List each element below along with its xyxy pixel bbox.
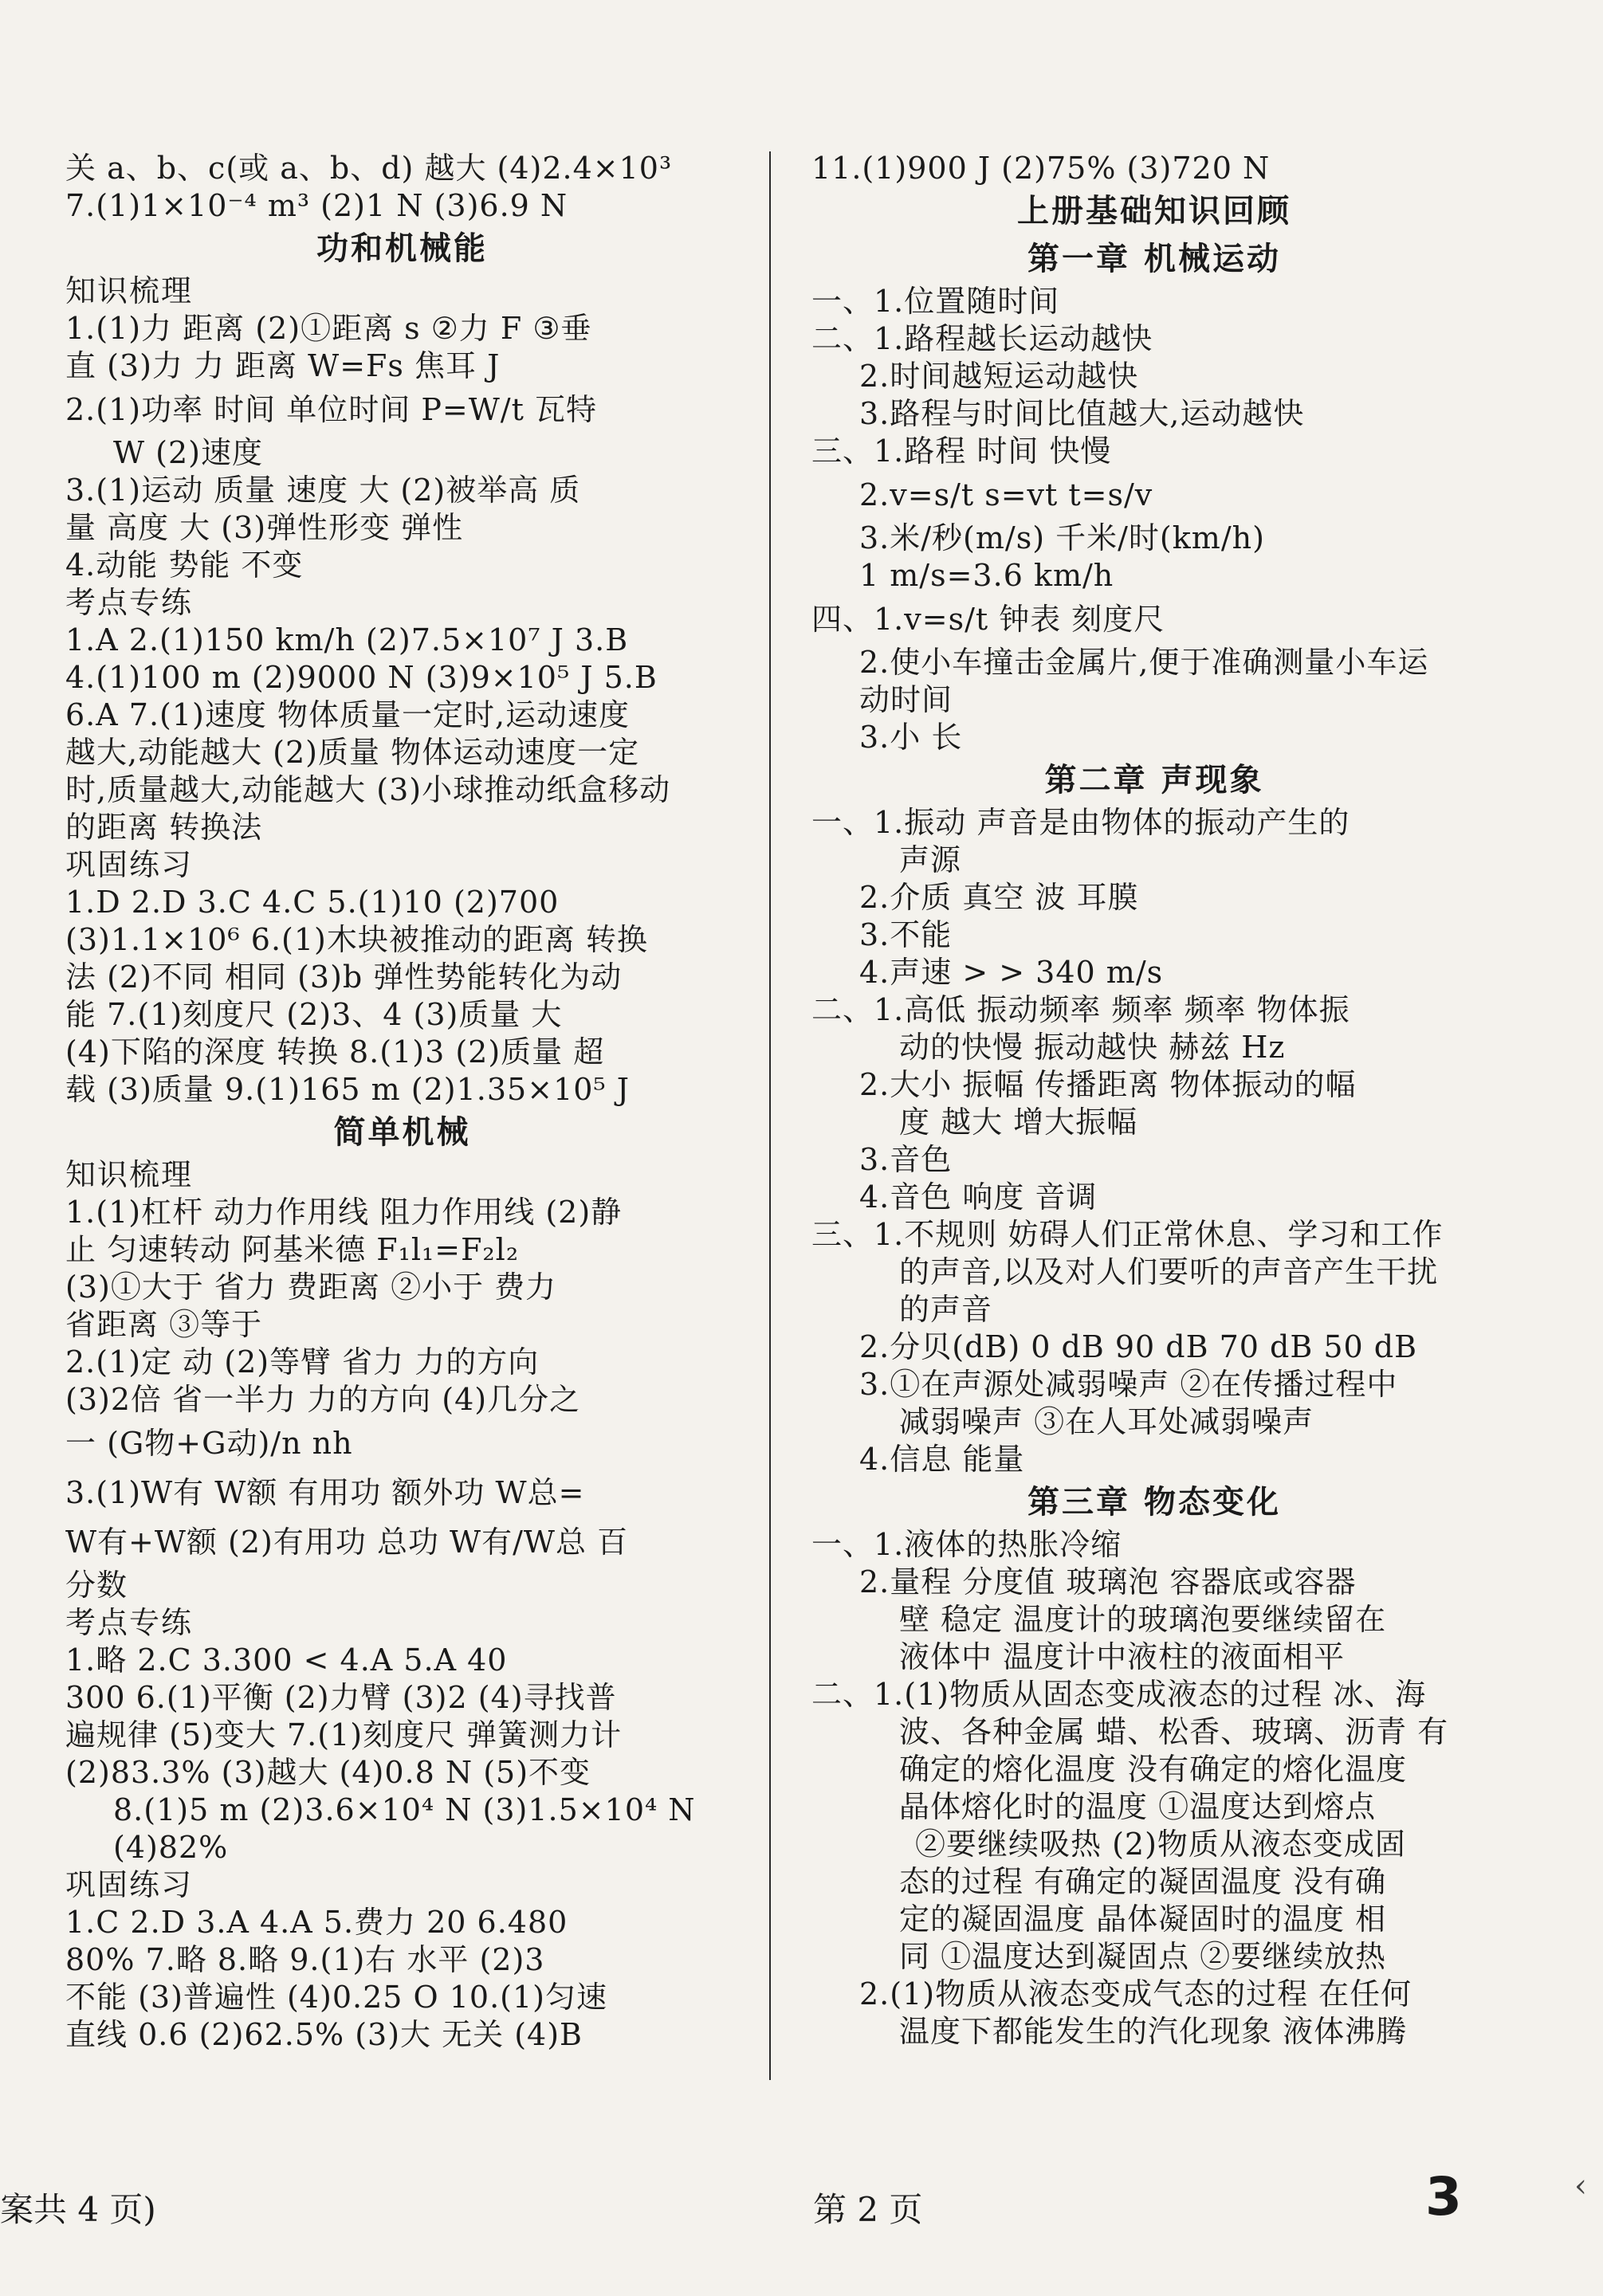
answer-line: 3.音色	[859, 1142, 953, 1177]
answer-line: 温度下都能发生的汽化现象 液体沸腾	[899, 2014, 1408, 2049]
answer-line: 1.A 2.(1)150 km/h (2)7.5×10⁷ J 3.B	[65, 622, 629, 657]
answer-line: 时,质量越大,动能越大 (3)小球推动纸盒移动	[65, 772, 671, 807]
answer-line: 一、1.液体的热胀冷缩	[811, 1527, 1122, 1562]
subsection-label: 考点专练	[65, 1605, 194, 1640]
answer-line: 7.(1)1×10⁻⁴ m³ (2)1 N (3)6.9 N	[65, 188, 568, 223]
answer-line: 止 匀速转动 阿基米德 F₁l₁=F₂l₂	[65, 1232, 520, 1267]
answer-line: 声源	[899, 842, 962, 877]
answer-line: 3.(1)W有 W额 有用功 额外功 W总=	[65, 1475, 585, 1510]
answer-line: 2.(1)功率 时间 单位时间 P=W/t 瓦特	[65, 392, 597, 427]
answer-line: 2.大小 振幅 传播距离 物体振动的幅	[859, 1067, 1357, 1102]
answer-line: 3.①在声源处减弱噪声 ②在传播过程中	[859, 1367, 1398, 1402]
section-heading: 上册基础知识回顾	[1017, 193, 1291, 230]
answer-line: 3.小 长	[859, 720, 963, 755]
footer-total-pages: 案共 4 页)	[0, 2190, 156, 2229]
answer-line: 8.(1)5 m (2)3.6×10⁴ N (3)1.5×10⁴ N	[113, 1792, 696, 1827]
answer-line: 4.(1)100 m (2)9000 N (3)9×10⁵ J 5.B	[65, 660, 658, 695]
column-divider	[769, 151, 771, 2080]
answer-line: 3.(1)运动 质量 速度 大 (2)被举高 质	[65, 473, 581, 508]
answer-line: 二、1.高低 振动频率 频率 频率 物体振	[811, 992, 1350, 1027]
answer-line: 壁 稳定 温度计的玻璃泡要继续留在	[899, 1602, 1387, 1637]
answer-line: 2.分贝(dB) 0 dB 90 dB 70 dB 50 dB	[859, 1329, 1418, 1364]
answer-line: 的距离 转换法	[65, 810, 263, 845]
answer-line: 量 高度 大 (3)弹性形变 弹性	[65, 510, 464, 545]
answer-line: 2.v=s/t s=vt t=s/v	[859, 477, 1153, 512]
answer-line: 能 7.(1)刻度尺 (2)3、4 (3)质量 大	[65, 997, 563, 1032]
footer-page-label: 第 2 页	[813, 2190, 923, 2229]
answer-line: 2.(1)物质从液态变成气态的过程 在任何	[859, 1976, 1412, 2011]
subsection-label: 知识梳理	[65, 273, 194, 308]
answer-line: 6.A 7.(1)速度 物体质量一定时,运动速度	[65, 697, 631, 732]
answer-line: 1.C 2.D 3.A 4.A 5.费力 20 6.480	[65, 1905, 568, 1940]
answer-line: 2.量程 分度值 玻璃泡 容器底或容器	[859, 1564, 1357, 1599]
answer-line: 三、1.不规则 妨碍人们正常休息、学习和工作	[811, 1217, 1444, 1252]
answer-line: W有+W额 (2)有用功 总功 W有/W总 百	[65, 1525, 629, 1560]
answer-line: W (2)速度	[113, 435, 263, 470]
answer-line: 3.路程与时间比值越大,运动越快	[859, 396, 1305, 431]
answer-line: 同 ①温度达到凝固点 ②要继续放热	[899, 1939, 1387, 1974]
answer-line: 动时间	[859, 682, 953, 717]
answer-line: (2)83.3% (3)越大 (4)0.8 N (5)不变	[65, 1755, 591, 1790]
answer-line: 直线 0.6 (2)62.5% (3)大 无关 (4)B	[65, 2017, 583, 2052]
subsection-label: 巩固练习	[65, 847, 194, 882]
answer-line: (3)2倍 省一半力 力的方向 (4)几分之	[65, 1382, 581, 1417]
section-heading: 简单机械	[333, 1114, 471, 1151]
answer-line: 法 (2)不同 相同 (3)b 弹性势能转化为动	[65, 960, 623, 995]
answer-line: 液体中 温度计中液柱的液面相平	[899, 1639, 1346, 1674]
answer-line: 4.动能 势能 不变	[65, 548, 304, 583]
answer-line: 定的凝固温度 晶体凝固时的温度 相	[899, 1902, 1387, 1937]
answer-line: 1.略 2.C 3.300 < 4.A 5.A 40	[65, 1643, 508, 1678]
answer-line: 11.(1)900 J (2)75% (3)720 N	[811, 151, 1271, 186]
answer-line: 晶体熔化时的温度 ①温度达到熔点	[899, 1789, 1377, 1824]
answer-line: (3)1.1×10⁶ 6.(1)木块被推动的距离 转换	[65, 922, 648, 957]
answer-line: 一 (G物+G动)/n nh	[65, 1426, 353, 1461]
right-column	[811, 150, 1497, 2051]
answer-line: ②要继续吸热 (2)物质从液态变成固	[915, 1827, 1406, 1862]
answer-line: 1 m/s=3.6 km/h	[859, 558, 1114, 593]
answer-line: (4)82%	[113, 1830, 229, 1865]
answer-line: 4.信息 能量	[859, 1442, 1025, 1477]
answer-line: 2.时间越短运动越快	[859, 359, 1139, 394]
answer-line: 300 6.(1)平衡 (2)力臂 (3)2 (4)寻找普	[65, 1680, 617, 1715]
page-number: 3	[1425, 2166, 1462, 2227]
answer-line: 的声音,以及对人们要听的声音产生干扰	[899, 1254, 1439, 1289]
answer-line: 二、1.路程越长运动越快	[811, 321, 1153, 356]
answer-line: 波、各种金属 蜡、松香、玻璃、沥青 有	[899, 1714, 1449, 1749]
answer-line: 确定的熔化温度 没有确定的熔化温度	[899, 1752, 1408, 1787]
answer-line: (3)①大于 省力 费距离 ②小于 费力	[65, 1270, 557, 1305]
answer-line: 遍规律 (5)变大 7.(1)刻度尺 弹簧测力计	[65, 1717, 623, 1752]
answer-line: 越大,动能越大 (2)质量 物体运动速度一定	[65, 735, 640, 770]
answer-line: 1.(1)杠杆 动力作用线 阻力作用线 (2)静	[65, 1195, 623, 1230]
subsection-label: 考点专练	[65, 585, 194, 620]
answer-line: 态的过程 有确定的凝固温度 没有确	[899, 1864, 1387, 1899]
answer-line: 3.米/秒(m/s) 千米/时(km/h)	[859, 520, 1265, 555]
answer-line: 80% 7.略 8.略 9.(1)右 水平 (2)3	[65, 1942, 545, 1977]
subsection-label: 巩固练习	[65, 1867, 194, 1902]
section-heading: 功和机械能	[316, 230, 488, 267]
section-heading: 第一章 机械运动	[1027, 241, 1281, 277]
answer-line: 减弱噪声 ③在人耳处减弱噪声	[899, 1404, 1314, 1439]
left-column	[65, 150, 739, 2054]
answer-line: 一、1.位置随时间	[811, 284, 1060, 319]
answer-line: 分数	[65, 1568, 128, 1603]
section-heading: 第三章 物态变化	[1027, 1484, 1281, 1521]
answer-line: 二、1.(1)物质从固态变成液态的过程 冰、海	[811, 1677, 1427, 1712]
answer-line: 2.介质 真空 波 耳膜	[859, 880, 1139, 915]
answer-line: 2.(1)定 动 (2)等臂 省力 力的方向	[65, 1344, 540, 1380]
answer-line: 的声音	[899, 1292, 993, 1327]
answer-line: 1.(1)力 距离 (2)①距离 s ②力 F ③垂	[65, 311, 592, 346]
answer-line: 省距离 ③等于	[65, 1307, 263, 1342]
answer-line: 一、1.振动 声音是由物体的振动产生的	[811, 805, 1350, 840]
answer-line: 直 (3)力 力 距离 W=Fs 焦耳 J	[65, 348, 501, 383]
answer-line: 不能 (3)普遍性 (4)0.25 O 10.(1)匀速	[65, 1980, 607, 2015]
answer-line: 度 越大 增大振幅	[899, 1105, 1138, 1140]
answer-line: 2.使小车撞击金属片,便于准确测量小车运	[859, 645, 1429, 680]
edge-mark: ‹	[1574, 2168, 1587, 2204]
answer-line: 1.D 2.D 3.C 4.C 5.(1)10 (2)700	[65, 885, 560, 920]
answer-line: 三、1.路程 时间 快慢	[811, 434, 1112, 469]
answer-line: 四、1.v=s/t 钟表 刻度尺	[811, 602, 1165, 637]
answer-line: 载 (3)质量 9.(1)165 m (2)1.35×10⁵ J	[65, 1072, 630, 1107]
answer-line: 关 a、b、c(或 a、b、d) 越大 (4)2.4×10³	[65, 151, 673, 186]
subsection-label: 知识梳理	[65, 1157, 194, 1192]
answer-line: 4.声速 > > 340 m/s	[859, 955, 1164, 990]
answer-line: 4.音色 响度 音调	[859, 1179, 1098, 1215]
answer-line: 动的快慢 振动越快 赫兹 Hz	[899, 1030, 1286, 1065]
answer-line: 3.不能	[859, 917, 953, 952]
section-heading: 第二章 声现象	[1044, 762, 1264, 799]
answer-line: (4)下陷的深度 转换 8.(1)3 (2)质量 超	[65, 1034, 605, 1070]
